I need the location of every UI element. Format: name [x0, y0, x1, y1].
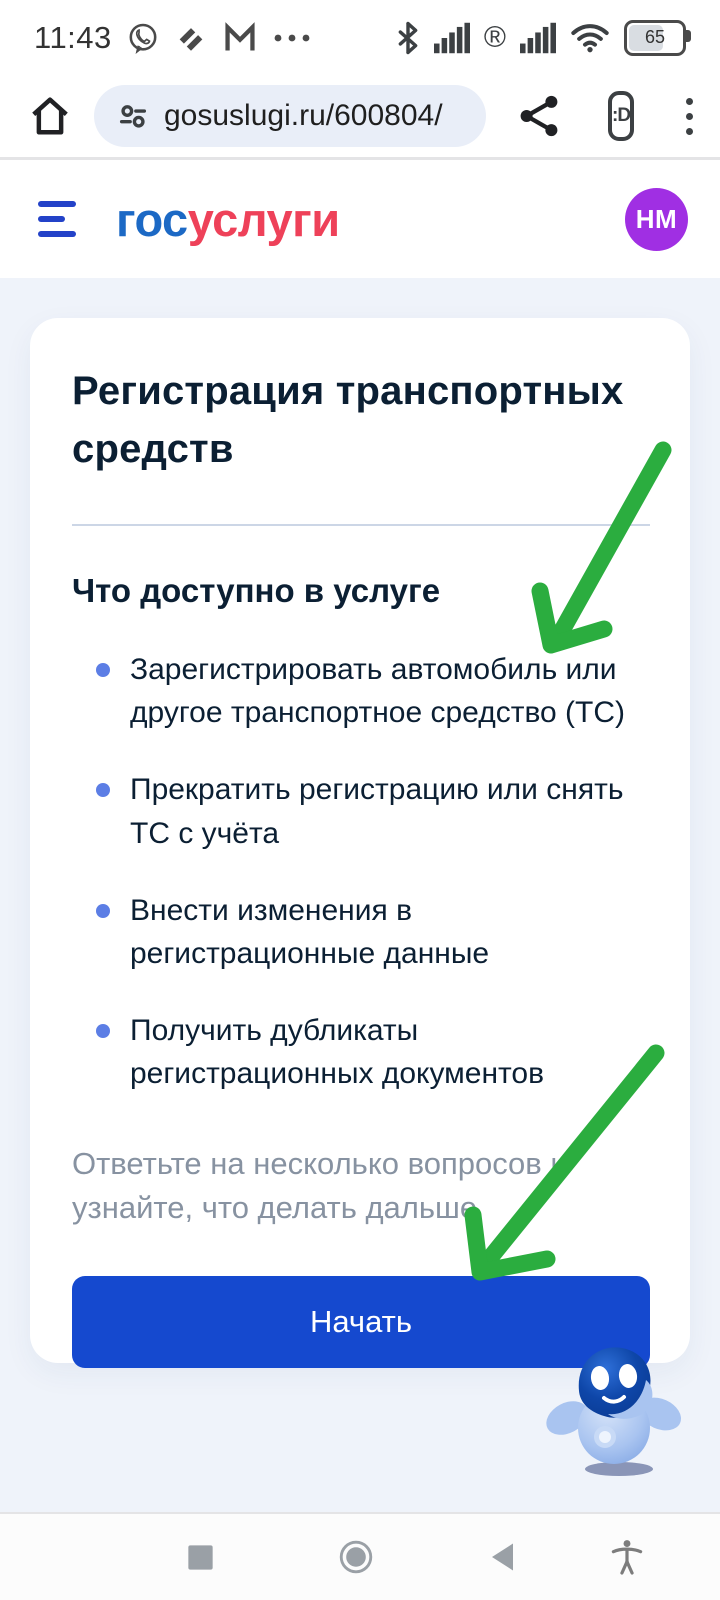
list-item: Внести изменения в регистрационные данные [72, 889, 650, 975]
signal-icon-2 [520, 22, 556, 54]
android-nav-bar [0, 1512, 720, 1600]
share-icon[interactable] [516, 93, 562, 139]
robot-shadow [585, 1462, 653, 1476]
list-item: Зарегистрировать автомобиль или другое транспортное средство (ТС) [72, 648, 650, 734]
gmail-icon [222, 22, 258, 54]
tab-switcher-icon[interactable]: :D [608, 91, 634, 141]
accessibility-button[interactable] [587, 1514, 667, 1600]
browser-toolbar [0, 75, 720, 157]
bullet-icon [96, 1024, 110, 1038]
recents-button[interactable] [160, 1514, 240, 1600]
list-item: Прекратить регистрацию или снять ТС с учёта [72, 768, 650, 854]
bullet-icon [96, 783, 110, 797]
status-bar [0, 0, 720, 75]
viber-icon [126, 21, 160, 55]
wifi-icon [570, 21, 610, 55]
assistant-robot[interactable] [534, 1336, 684, 1486]
section-heading: Что доступно в услуге [72, 572, 441, 609]
battery-icon: 65 [624, 20, 686, 56]
more-notifications-icon [272, 32, 312, 44]
site-settings-icon[interactable] [116, 99, 150, 133]
clock: 11:43 [34, 19, 112, 55]
divider [72, 524, 650, 526]
gosuslugi-logo[interactable]: госуслуги [116, 192, 340, 246]
site-header [0, 160, 720, 278]
home-icon[interactable] [26, 92, 74, 140]
helper-text: Ответьте на несколько вопросов и узнайте, что делать дальше [72, 1145, 568, 1225]
bullet-icon [96, 904, 110, 918]
page-title: Регистрация транспортных средств [72, 369, 624, 471]
feature-list [72, 648, 650, 1096]
url-text[interactable]: gosuslugi.ru/600804/ [164, 99, 443, 132]
address-bar[interactable] [94, 85, 486, 147]
fitness-icon [174, 21, 208, 55]
roaming-icon: ® [483, 20, 506, 54]
signal-icon [434, 22, 470, 54]
back-button[interactable] [462, 1514, 542, 1600]
list-item: Получить дубликаты регистрационных документов [72, 1009, 650, 1095]
bluetooth-icon [396, 21, 420, 55]
avatar[interactable]: НМ [625, 188, 688, 251]
bullet-icon [96, 663, 110, 677]
menu-button[interactable] [32, 195, 82, 243]
start-button[interactable]: Начать [72, 1276, 650, 1368]
browser-menu-icon[interactable] [682, 94, 697, 139]
page-content [0, 278, 720, 1512]
service-card [30, 318, 690, 1363]
home-button[interactable] [316, 1514, 396, 1600]
